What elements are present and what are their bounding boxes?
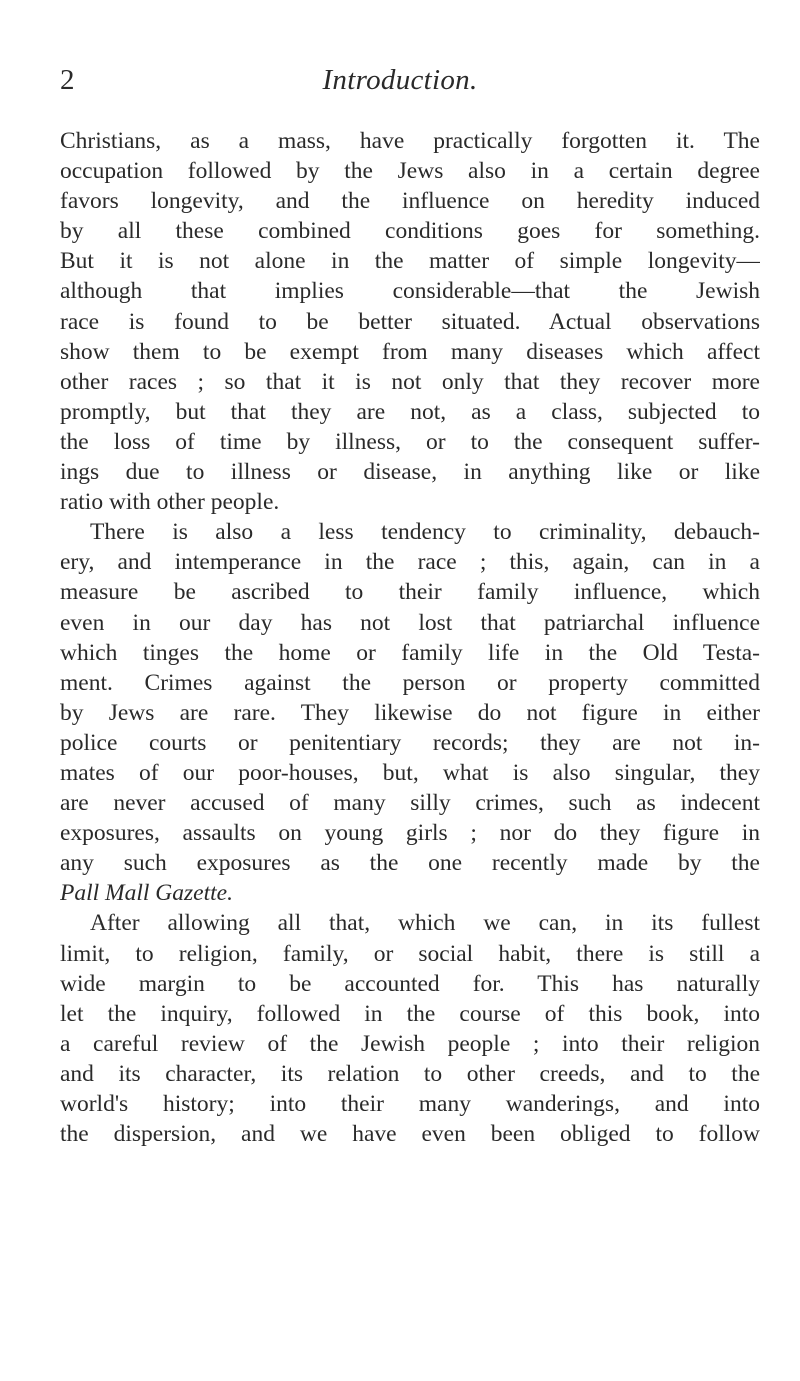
text-line: occupation followed by the Jews also in a certain degree: [60, 158, 760, 185]
text-line: although that implies considerable—that the Jewish: [60, 278, 760, 305]
text-line: let the inquiry, followed in the course of this book, into: [60, 1000, 760, 1027]
text-line: exposures, assaults on young girls ; nor do they figure in: [60, 820, 760, 847]
text-line: favors longevity, and the influence on heredity induced: [60, 188, 760, 215]
text-line: promptly, but that they are not, as a class, subjected to: [60, 398, 760, 425]
text-line: race is found to be better situated. Actual observations: [60, 308, 760, 335]
page-number: 2: [60, 64, 75, 96]
text-line: police courts or penitentiary records; they are not in-: [60, 729, 760, 756]
text-line: ratio with other people.: [60, 489, 280, 516]
paragraph-start-line: After allowing all that, which we can, in its fullest: [90, 910, 760, 937]
text-line: world's history; into their many wanderings, and into: [60, 1091, 760, 1117]
publication-name-line: Pall Mall Gazette.: [60, 880, 233, 907]
paragraph-start-line: There is also a less tendency to criminality, debauch-: [90, 519, 760, 546]
body-text: [60, 126, 760, 1149]
text-line: the loss of time by illness, or to the consequent suffer-: [60, 428, 760, 455]
text-line: ment. Crimes against the person or property committed: [60, 669, 760, 696]
text-line: mates of our poor-houses, but, what is also singular, they: [60, 759, 760, 786]
text-line: and its character, its relation to other creeds, and to the: [60, 1060, 760, 1087]
text-line: the dispersion, and we have even been obliged to follow: [60, 1121, 760, 1148]
text-line: are never accused of many silly crimes, such as indecent: [60, 790, 760, 817]
text-line: Christians, as a mass, have practically forgotten it. The: [60, 128, 760, 154]
running-title: Introduction.: [322, 64, 478, 96]
text-line: ery, and intemperance in the race ; this, again, can in a: [60, 549, 760, 576]
text-line: by all these combined conditions goes for something.: [60, 218, 760, 245]
text-line: which tinges the home or family life in the Old Testa-: [60, 639, 760, 666]
text-line: any such exposures as the one recently made by the: [60, 850, 760, 877]
text-line: ings due to illness or disease, in anything like or like: [60, 459, 760, 486]
text-line: even in our day has not lost that patriarchal influence: [60, 609, 760, 636]
text-line: a careful review of the Jewish people ; into their religion: [60, 1030, 760, 1057]
text-line: other races ; so that it is not only that they recover more: [60, 368, 760, 395]
text-line: show them to be exempt from many diseases which affect: [60, 338, 760, 365]
text-line: But it is not alone in the matter of simple longevity—: [60, 248, 760, 275]
text-line: by Jews are rare. They likewise do not figure in either: [60, 699, 760, 726]
text-line: wide margin to be accounted for. This has naturally: [60, 970, 760, 997]
text-line: measure be ascribed to their family influence, which: [60, 579, 760, 606]
text-line: limit, to religion, family, or social habit, there is still a: [60, 940, 760, 967]
running-header: [60, 60, 740, 100]
